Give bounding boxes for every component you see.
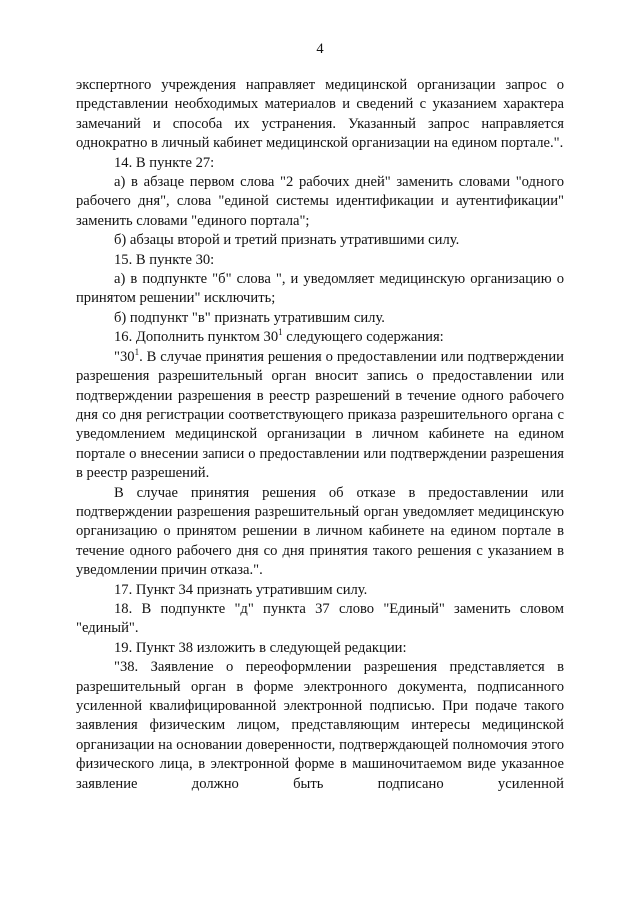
item-16-superscript: 1 (278, 327, 283, 338)
quote-30-1-superscript: 1 (134, 346, 140, 357)
paragraph-continuation: экспертного учреждения направляет медицинской организации запрос о представлении необходимых материалов и сведений с указанием характера замечаний и способа их устранения. Указанный запрос направляется однократно в личный кабинет медицинской организации на едином портале.". (76, 77, 564, 152)
item-14-b: б) абзацы второй и третий признать утратившими силу. (114, 232, 460, 249)
quote-30-1 (76, 348, 564, 484)
quote-38: "38. Заявление о переоформлении разрешения представляется в разрешительный орган в форме электронного документа, подписанного усиленной квалифицированной электронной подписью. При подаче такого заявления физическим лицом, представляющим интересы медицинской организации на основании доверенности, подтверждающей полномочия этого физического лица, в электронной форме в машиночитаемом виде указанное заявление должно быть подписано усиленной (76, 659, 564, 792)
item-16-text-before: 16. Дополнить пунктом 30 (114, 329, 279, 346)
quote-30-1-text: . В случае принятия решения о предоставлении или подтверждении разрешения разрешительный орган вносит запись о предоставлении или подтверждении разрешения в реестр разрешений в течение одного рабочего дня со дня регистрации соответствующего приказа разрешительного органа с уведомлением медицинской организации в личном кабинете на едином портале о внесении записи о предоставлении или подтверждении разрешения в реестр разрешений. (76, 348, 564, 482)
item-15-a: а) в подпункте "б" слова ", и уведомляет медицинскую организацию о принятом решении" исключить; (76, 271, 564, 307)
quote-refusal-paragraph: В случае принятия решения об отказе в предоставлении или подтверждении разрешения разрешительный орган уведомляет медицинскую организацию о принятом решении в личном кабинете на едином портале в течение одного рабочего дня со дня принятия такого решения с указанием в уведомлении причин отказа.". (76, 484, 564, 579)
document-body (76, 76, 564, 794)
item-15: 15. В пункте 30: (114, 251, 215, 268)
item-16 (76, 328, 564, 347)
page-number: 4 (316, 41, 324, 57)
item-15-b: б) подпункт "в" признать утратившим силу. (114, 309, 385, 326)
item-17: 17. Пункт 34 признать утратившим силу. (114, 581, 368, 598)
item-18: 18. В подпункте "д" пункта 37 слово "Единый" заменить словом "единый". (76, 600, 564, 637)
item-14: 14. В пункте 27: (114, 154, 215, 171)
item-14-a: а) в абзаце первом слова "2 рабочих дней" заменить словами "одного рабочего дня", слова "единой системы идентификации и аутентификации" заменить словами "единого портала"; (76, 174, 564, 229)
item-19: 19. Пункт 38 изложить в следующей редакции: (114, 639, 407, 656)
item-16-text-after: следующего содержания: (282, 329, 444, 346)
quote-30-1-open: "30 (114, 348, 135, 365)
